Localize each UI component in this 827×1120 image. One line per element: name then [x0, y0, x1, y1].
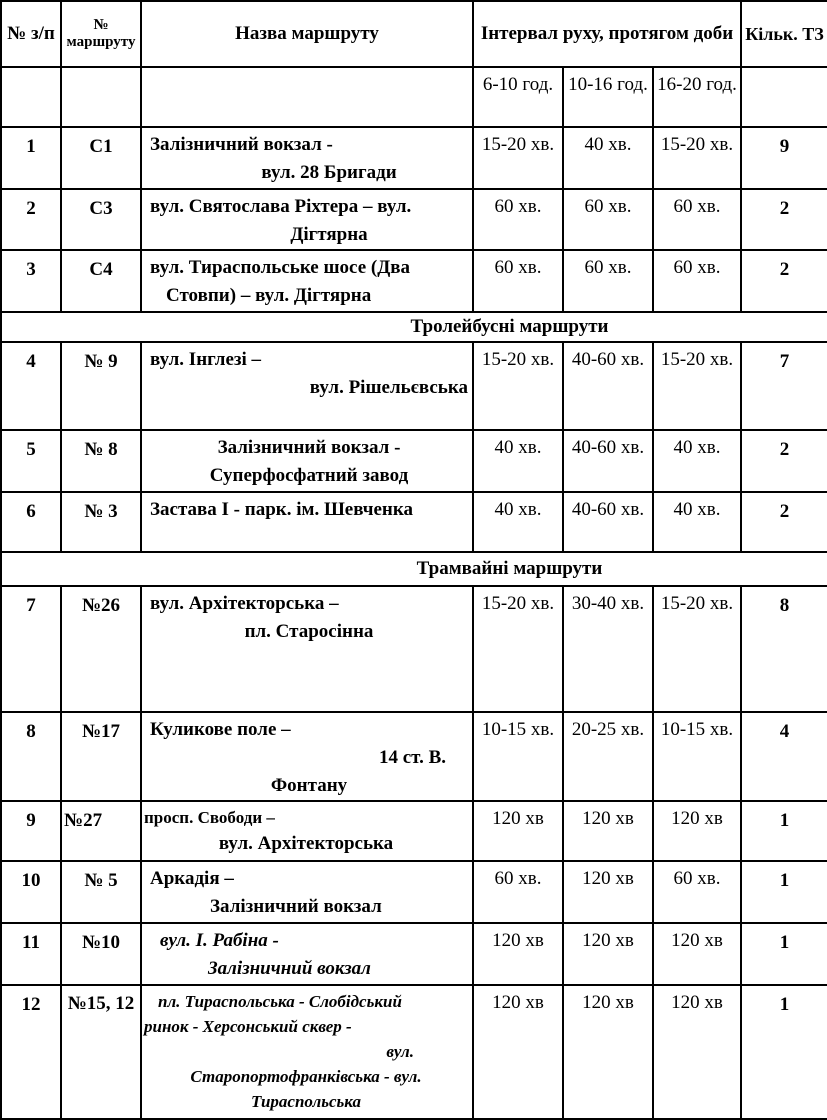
header-interval-label: Інтервал руху, протягом доби	[480, 23, 734, 44]
interval-1: 15-20 хв.	[473, 586, 563, 712]
table-row	[1, 492, 827, 552]
interval-3: 120 хв	[653, 923, 741, 985]
table-row	[1, 127, 827, 189]
table-row	[1, 342, 827, 430]
row-number: 9	[1, 801, 61, 861]
route-number: С3	[61, 189, 141, 250]
interval-1: 120 хв	[473, 923, 563, 985]
interval-3: 40 хв.	[653, 430, 741, 492]
row-number: 6	[1, 492, 61, 552]
row-number: 3	[1, 250, 61, 312]
route-name-line: вул. І. Рабіна -	[160, 930, 279, 951]
route-number: № 9	[61, 342, 141, 430]
vehicle-count: 1	[741, 861, 827, 923]
route-name	[141, 342, 473, 430]
route-name-line: Залізничний вокзал -	[150, 134, 333, 155]
header-qty	[741, 1, 827, 67]
interval-3: 15-20 хв.	[653, 586, 741, 712]
row-number: 4	[1, 342, 61, 430]
period-empty-3	[141, 67, 473, 127]
interval-2: 40 хв.	[563, 127, 653, 189]
route-name-line: Куликове поле –	[150, 719, 291, 740]
route-name-line: вул. Інглезі –	[150, 349, 262, 370]
period-empty-4	[741, 67, 827, 127]
route-number: №10	[61, 923, 141, 985]
route-name-line: 14 ст. В.	[378, 747, 446, 768]
route-number: №27	[61, 801, 141, 861]
route-name	[141, 861, 473, 923]
route-name-line: Старопортофранківська - вул.	[190, 1067, 422, 1086]
route-name	[141, 923, 473, 985]
header-num-label: № з/п	[7, 23, 55, 44]
route-name	[141, 430, 473, 492]
interval-3: 120 хв	[653, 985, 741, 1119]
interval-2: 120 хв	[563, 861, 653, 923]
route-name-line: вул. 28 Бригади	[261, 162, 397, 183]
interval-1: 120 хв	[473, 985, 563, 1119]
row-number: 11	[1, 923, 61, 985]
header-route-num	[61, 1, 141, 67]
section-title-tram: Трамвайні маршрути	[1, 552, 827, 586]
table-row	[1, 861, 827, 923]
route-number: №15, 12	[61, 985, 141, 1119]
interval-2: 40-60 хв.	[563, 430, 653, 492]
vehicle-count: 9	[741, 127, 827, 189]
period-empty-2	[61, 67, 141, 127]
header-route-name-label: Назва маршруту	[235, 23, 379, 44]
period-1: 6-10 год.	[473, 67, 563, 127]
route-name-line: Залізничний вокзал	[208, 958, 371, 979]
route-number: № 8	[61, 430, 141, 492]
vehicle-count: 2	[741, 492, 827, 552]
interval-2: 60 хв.	[563, 189, 653, 250]
interval-3: 60 хв.	[653, 250, 741, 312]
route-number: № 3	[61, 492, 141, 552]
row-number: 5	[1, 430, 61, 492]
interval-3: 15-20 хв.	[653, 342, 741, 430]
route-name	[141, 492, 473, 552]
route-number: №26	[61, 586, 141, 712]
route-name	[141, 250, 473, 312]
route-name-line: Залізничний вокзал -	[217, 437, 401, 458]
route-name	[141, 189, 473, 250]
vehicle-count: 2	[741, 250, 827, 312]
interval-2: 120 хв	[563, 985, 653, 1119]
header-num	[1, 1, 61, 67]
interval-2: 60 хв.	[563, 250, 653, 312]
route-name-line: вул.	[386, 1042, 414, 1061]
route-name-line: вул. Архітекторська	[218, 833, 394, 854]
route-name-line: Стовпи) – вул. Дігтярна	[166, 285, 372, 306]
section-row	[1, 552, 827, 586]
interval-1: 60 хв.	[473, 861, 563, 923]
route-name	[141, 127, 473, 189]
route-name	[141, 586, 473, 712]
route-name-line: пл. Старосінна	[244, 621, 374, 642]
header-route-name	[141, 1, 473, 67]
interval-1: 60 хв.	[473, 189, 563, 250]
row-number: 8	[1, 712, 61, 801]
route-name-line: вул. Тираспольське шосе (Два	[150, 257, 411, 278]
header-route-num-label: № маршруту	[66, 17, 136, 50]
row-number: 10	[1, 861, 61, 923]
interval-2: 30-40 хв.	[563, 586, 653, 712]
vehicle-count: 1	[741, 923, 827, 985]
route-name-line: Залізничний вокзал	[210, 896, 382, 917]
interval-3: 120 хв	[653, 801, 741, 861]
row-number: 2	[1, 189, 61, 250]
interval-2: 120 хв	[563, 801, 653, 861]
vehicle-count: 4	[741, 712, 827, 801]
route-name-line: Суперфосфатний завод	[209, 465, 409, 486]
interval-1: 40 хв.	[473, 430, 563, 492]
table-row	[1, 250, 827, 312]
interval-2: 20-25 хв.	[563, 712, 653, 801]
table-row	[1, 712, 827, 801]
header-qty-label: Кільк. ТЗ	[745, 24, 824, 44]
interval-1: 15-20 хв.	[473, 127, 563, 189]
route-number: С1	[61, 127, 141, 189]
interval-1: 40 хв.	[473, 492, 563, 552]
interval-1: 10-15 хв.	[473, 712, 563, 801]
route-name-line: Дігтярна	[290, 224, 368, 245]
row-number: 1	[1, 127, 61, 189]
header-row	[1, 1, 827, 67]
section-row	[1, 312, 827, 342]
row-number: 7	[1, 586, 61, 712]
header-interval	[473, 1, 741, 67]
route-name-line: Фонтану	[270, 775, 348, 796]
interval-1: 60 хв.	[473, 250, 563, 312]
route-name-line: пл. Тираспольська - Слобідський	[158, 992, 402, 1011]
route-name-line: Аркадія –	[150, 868, 234, 889]
vehicle-count: 1	[741, 985, 827, 1119]
table-row	[1, 923, 827, 985]
route-name	[141, 985, 473, 1119]
interval-2: 120 хв	[563, 923, 653, 985]
interval-1: 15-20 хв.	[473, 342, 563, 430]
route-name-line: вул. Архітекторська –	[150, 593, 339, 614]
vehicle-count: 2	[741, 189, 827, 250]
table-row	[1, 189, 827, 250]
vehicle-count: 8	[741, 586, 827, 712]
table-row	[1, 985, 827, 1119]
period-empty-1	[1, 67, 61, 127]
table-row	[1, 801, 827, 861]
route-name-line: вул. Святослава Ріхтера – вул.	[150, 196, 412, 217]
route-number: № 5	[61, 861, 141, 923]
route-name-line: Тираспольська	[250, 1092, 361, 1111]
interval-1: 120 хв	[473, 801, 563, 861]
route-number: С4	[61, 250, 141, 312]
route-name-line: Застава І - парк. ім. Шевченка	[150, 499, 414, 520]
period-2: 10-16 год.	[563, 67, 653, 127]
interval-3: 60 хв.	[653, 861, 741, 923]
route-name-line: вул. Рішельєвська	[309, 377, 468, 398]
section-title-trolleybus: Тролейбусні маршрути	[1, 312, 827, 342]
vehicle-count: 1	[741, 801, 827, 861]
vehicle-count: 7	[741, 342, 827, 430]
interval-2: 40-60 хв.	[563, 342, 653, 430]
table-row	[1, 586, 827, 712]
table-row	[1, 430, 827, 492]
period-3: 16-20 год.	[653, 67, 741, 127]
vehicle-count: 2	[741, 430, 827, 492]
route-name	[141, 712, 473, 801]
route-number: №17	[61, 712, 141, 801]
interval-3: 15-20 хв.	[653, 127, 741, 189]
route-name	[141, 801, 473, 861]
period-row	[1, 67, 827, 127]
interval-3: 40 хв.	[653, 492, 741, 552]
interval-2: 40-60 хв.	[563, 492, 653, 552]
interval-3: 10-15 хв.	[653, 712, 741, 801]
route-name-line: ринок - Херсонський сквер -	[144, 1017, 352, 1036]
route-name-line: просп. Свободи –	[144, 808, 275, 827]
row-number: 12	[1, 985, 61, 1119]
interval-3: 60 хв.	[653, 189, 741, 250]
